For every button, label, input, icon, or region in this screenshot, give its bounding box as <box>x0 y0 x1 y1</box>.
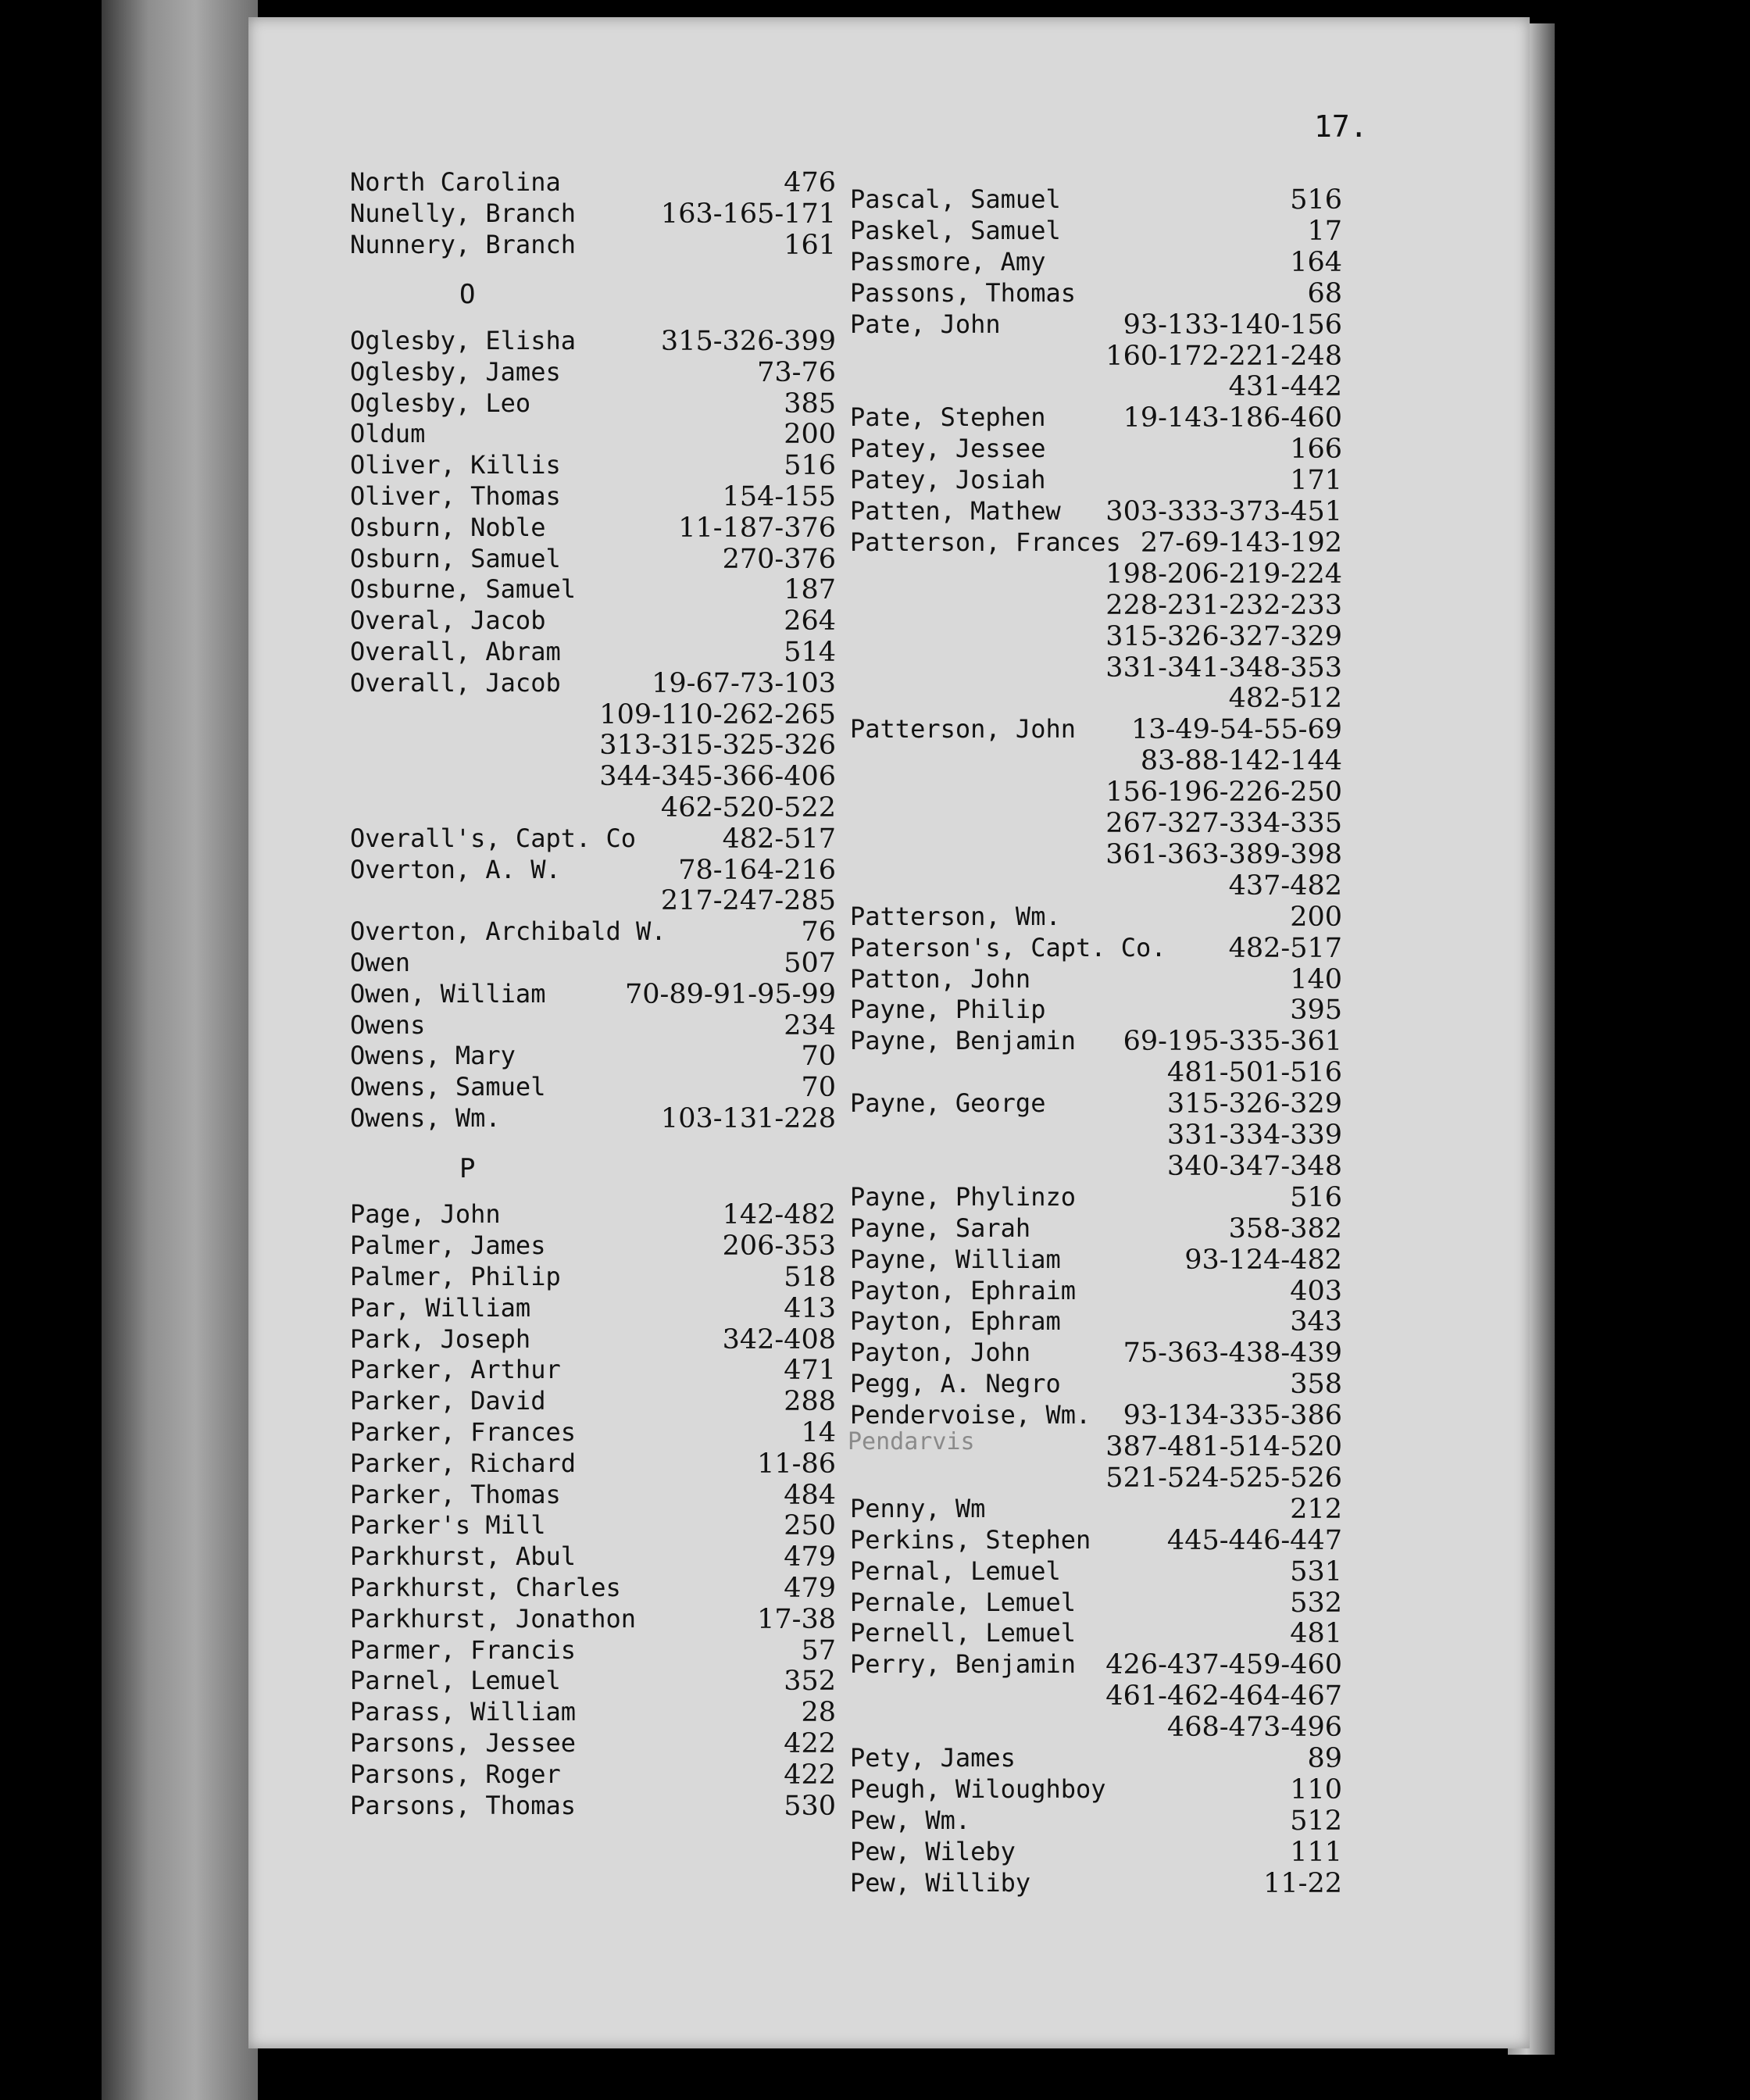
index-entry <box>350 605 836 637</box>
index-entry <box>850 777 1342 808</box>
index-entry <box>850 1618 1342 1649</box>
entry-name: Owen, William <box>350 978 546 1009</box>
index-entry <box>850 1369 1342 1400</box>
entry-name: Paterson's, Capt. Co. <box>850 932 1166 962</box>
entry-name: Palmer, Philip <box>350 1261 561 1291</box>
entry-pages: 288 <box>784 1386 836 1418</box>
entry-name: Oglesby, James <box>350 356 561 387</box>
index-entry <box>850 1712 1342 1743</box>
entry-pages: 28 <box>801 1697 836 1729</box>
handwritten-note: Pendarvis <box>848 1428 975 1455</box>
entry-pages: 142-482 <box>722 1199 836 1231</box>
entry-name: Overton, Archibald W. <box>350 916 666 947</box>
entry-name: Perry, Benjamin <box>850 1649 1076 1680</box>
index-entry <box>850 714 1342 745</box>
entry-pages: 93-134-335-386 <box>1123 1400 1342 1432</box>
entry-name: Owens, Samuel <box>350 1072 546 1102</box>
entry-name: Payton, Ephraim <box>850 1275 1076 1305</box>
index-entry <box>850 1088 1342 1120</box>
entry-name: Owens <box>350 1009 426 1040</box>
index-entry <box>350 1697 836 1728</box>
entry-name: Osburne, Samuel <box>350 574 576 605</box>
entry-pages: 212 <box>1290 1493 1342 1525</box>
page-number: 17. <box>1314 109 1368 144</box>
entry-pages: 462-520-522 <box>660 791 836 823</box>
entry-pages: 75-363-438-439 <box>1123 1338 1342 1370</box>
index-entry <box>350 823 836 855</box>
index-entry <box>850 527 1342 559</box>
entry-name: Overall, Abram <box>350 636 561 666</box>
index-entry <box>350 948 836 979</box>
index-entry <box>850 1462 1342 1494</box>
entry-pages: 482-517 <box>1228 932 1342 964</box>
section-letter: O <box>459 279 476 311</box>
entry-name: Payne, Philip <box>850 995 1046 1025</box>
entry-pages: 166 <box>1290 434 1342 466</box>
entry-name: Pascal, Samuel <box>850 184 1061 214</box>
entry-name: Payne, Benjamin <box>850 1026 1076 1056</box>
entry-pages: 13-49-54-55-69 <box>1131 714 1342 746</box>
index-entry <box>350 450 836 481</box>
entry-pages: 93-124-482 <box>1184 1244 1342 1276</box>
entry-pages: 482-517 <box>722 823 836 855</box>
index-entry <box>350 1635 836 1666</box>
entry-name: Paskel, Samuel <box>850 215 1061 245</box>
index-entry <box>850 1026 1342 1057</box>
entry-pages: 19-67-73-103 <box>652 667 836 699</box>
index-entry <box>350 1728 836 1759</box>
index-entry <box>350 668 836 699</box>
entry-name: Parsons, Roger <box>350 1759 561 1789</box>
entry-name: Parker, David <box>350 1386 546 1416</box>
entry-pages: 507 <box>784 947 836 979</box>
entry-pages: 385 <box>784 388 836 420</box>
entry-name: Oglesby, Leo <box>350 388 531 418</box>
index-entry <box>350 699 836 730</box>
index-entry <box>850 683 1342 714</box>
entry-name: Oliver, Killis <box>350 450 561 480</box>
index-entry <box>850 371 1342 402</box>
entry-pages: 516 <box>1290 1181 1342 1213</box>
entry-name: Patey, Jessee <box>850 434 1046 464</box>
index-entry <box>850 341 1342 372</box>
index-entry <box>850 745 1342 777</box>
entry-name: Passons, Thomas <box>850 277 1076 308</box>
entry-name: Page, John <box>350 1199 501 1230</box>
entry-pages: 516 <box>1290 184 1342 216</box>
entry-pages: 140 <box>1290 963 1342 995</box>
entry-pages: 530 <box>784 1790 836 1822</box>
index-entry <box>850 1306 1342 1338</box>
entry-pages: 445-446-447 <box>1166 1524 1342 1556</box>
entry-name: Owens, Wm. <box>350 1102 501 1133</box>
entry-name: Passmore, Amy <box>850 246 1046 277</box>
entry-pages: 315-326-399 <box>660 325 836 357</box>
index-entry <box>850 559 1342 590</box>
entry-name: Patton, John <box>850 963 1031 994</box>
entry-pages: 471 <box>784 1355 836 1387</box>
entry-name: Parker, Arthur <box>350 1355 561 1385</box>
entry-pages: 19-143-186-460 <box>1123 402 1342 434</box>
entry-pages: 76 <box>801 916 836 948</box>
entry-pages: 110 <box>1290 1773 1342 1805</box>
entry-pages: 83-88-142-144 <box>1140 745 1342 777</box>
entry-name: Oglesby, Elisha <box>350 325 576 355</box>
entry-pages: 160-172-221-248 <box>1105 340 1342 372</box>
index-entry <box>850 309 1342 341</box>
entry-pages: 352 <box>784 1666 836 1698</box>
index-entry <box>350 544 836 575</box>
index-entry <box>850 216 1342 247</box>
entry-name: Parmer, Francis <box>350 1634 576 1665</box>
entry-name: Patterson, Frances <box>850 527 1121 557</box>
entry-name: Pety, James <box>850 1743 1016 1773</box>
index-entry <box>850 1151 1342 1182</box>
index-entry <box>850 1245 1342 1276</box>
entry-pages: 387-481-514-520 <box>1105 1431 1342 1462</box>
index-entry <box>350 1541 836 1573</box>
entry-name: Palmer, James <box>350 1230 546 1261</box>
index-entry <box>850 1774 1342 1805</box>
entry-name: Peugh, Wiloughboy <box>850 1773 1106 1804</box>
index-entry <box>350 792 836 823</box>
entry-name: Parker, Richard <box>350 1448 576 1478</box>
entry-name: Pegg, A. Negro <box>850 1369 1061 1399</box>
entry-name: Park, Joseph <box>350 1323 531 1354</box>
index-entry <box>350 512 836 544</box>
index-entry <box>850 1868 1342 1899</box>
index-entry <box>350 326 836 357</box>
index-entry <box>350 1448 836 1480</box>
entry-name: Penny, Wm <box>850 1493 986 1523</box>
entry-pages: 250 <box>784 1510 836 1542</box>
entry-pages: 68 <box>1307 277 1342 309</box>
index-entry <box>350 1199 836 1230</box>
entry-pages: 206-353 <box>722 1230 836 1262</box>
index-entry <box>850 1680 1342 1712</box>
index-entry <box>350 574 836 605</box>
index-entry <box>850 1213 1342 1245</box>
entry-name: Par, William <box>350 1292 531 1323</box>
entry-pages: 200 <box>1290 901 1342 933</box>
entry-pages: 187 <box>784 574 836 606</box>
index-entry <box>350 885 836 916</box>
entry-pages: 422 <box>784 1759 836 1791</box>
entry-pages: 156-196-226-250 <box>1105 777 1342 809</box>
entry-pages: 344-345-366-406 <box>599 761 836 793</box>
entry-pages: 161 <box>784 229 836 261</box>
entry-pages: 27-69-143-192 <box>1140 527 1342 559</box>
index-entry <box>850 465 1342 496</box>
entry-pages: 426-437-459-460 <box>1105 1649 1342 1681</box>
entry-pages: 484 <box>784 1479 836 1511</box>
index-entry <box>850 434 1342 465</box>
entry-pages: 481-501-516 <box>1166 1057 1342 1089</box>
entry-pages: 342-408 <box>722 1323 836 1355</box>
entry-pages: 403 <box>1290 1275 1342 1307</box>
index-entry <box>350 1604 836 1635</box>
entry-pages: 89 <box>1307 1743 1342 1774</box>
index-entry <box>850 1400 1342 1431</box>
entry-pages: 14 <box>801 1416 836 1448</box>
entry-name: Owens, Mary <box>350 1041 516 1071</box>
entry-name: Payton, John <box>850 1338 1031 1368</box>
entry-pages: 70-89-91-95-99 <box>625 978 836 1010</box>
entry-pages: 482-512 <box>1228 683 1342 715</box>
index-entry <box>350 1355 836 1386</box>
index-entry <box>350 1386 836 1417</box>
entry-pages: 358-382 <box>1228 1212 1342 1245</box>
index-entry <box>350 761 836 792</box>
index-entry <box>350 855 836 886</box>
entry-name: Parkhurst, Abul <box>350 1541 576 1572</box>
entry-name: Pew, Wm. <box>850 1805 971 1835</box>
index-entry <box>350 230 836 261</box>
index-entry <box>850 184 1342 216</box>
entry-name: Parker's Mill <box>350 1510 546 1541</box>
index-entry <box>850 870 1342 902</box>
entry-name: Parnel, Lemuel <box>350 1666 561 1696</box>
entry-name: Pernal, Lemuel <box>850 1555 1061 1586</box>
entry-name: Pew, Wileby <box>850 1836 1016 1866</box>
entry-pages: 461-462-464-467 <box>1105 1680 1342 1712</box>
index-entry <box>850 1182 1342 1213</box>
entry-pages: 69-195-335-361 <box>1123 1026 1342 1058</box>
entry-pages: 103-131-228 <box>660 1102 836 1134</box>
index-entry <box>350 1262 836 1293</box>
entry-pages: 11-187-376 <box>678 512 836 544</box>
entry-name: Osburn, Noble <box>350 512 546 542</box>
entry-name: Oliver, Thomas <box>350 480 561 511</box>
index-entry <box>850 496 1342 527</box>
index-entry <box>350 1010 836 1041</box>
entry-pages: 164 <box>1290 246 1342 278</box>
entry-pages: 481 <box>1290 1618 1342 1650</box>
index-entry <box>850 621 1342 652</box>
entry-pages: 264 <box>784 605 836 638</box>
index-entry <box>350 481 836 512</box>
entry-pages: 163-165-171 <box>660 198 836 230</box>
index-entry <box>850 1057 1342 1088</box>
index-entry <box>350 1759 836 1791</box>
index-entry <box>850 933 1342 964</box>
entry-pages: 476 <box>784 167 836 198</box>
entry-pages: 512 <box>1290 1805 1342 1837</box>
entry-pages: 516 <box>784 450 836 482</box>
entry-name: Pernell, Lemuel <box>850 1618 1076 1648</box>
index-entry <box>350 1324 836 1355</box>
index-entry <box>350 357 836 388</box>
entry-pages: 57 <box>801 1634 836 1666</box>
index-entry <box>350 1666 836 1697</box>
index-entry <box>850 902 1342 933</box>
index-entry <box>850 839 1342 870</box>
index-entry <box>850 1556 1342 1588</box>
entry-pages: 267-327-334-335 <box>1105 808 1342 839</box>
entry-pages: 468-473-496 <box>1166 1712 1342 1744</box>
entry-pages: 413 <box>784 1292 836 1324</box>
index-entry <box>350 419 836 450</box>
entry-name: Parker, Thomas <box>350 1479 561 1509</box>
entry-name: Parass, William <box>350 1697 576 1727</box>
entry-pages: 228-231-232-233 <box>1105 589 1342 621</box>
index-entry <box>350 1041 836 1072</box>
entry-pages: 331-341-348-353 <box>1105 652 1342 684</box>
entry-name: Overall's, Capt. Co <box>350 823 637 853</box>
index-entry <box>350 198 836 230</box>
entry-pages: 343 <box>1290 1306 1342 1338</box>
entry-pages: 109-110-262-265 <box>599 698 836 730</box>
entry-pages: 154-155 <box>722 480 836 512</box>
entry-pages: 78-164-216 <box>678 854 836 886</box>
index-entry <box>850 1494 1342 1525</box>
index-entry <box>850 590 1342 621</box>
entry-name: Patterson, Wm. <box>850 901 1061 931</box>
entry-pages: 395 <box>1290 995 1342 1027</box>
index-entry <box>350 730 836 761</box>
entry-name: Pew, Williby <box>850 1867 1031 1898</box>
index-entry <box>350 388 836 420</box>
index-entry <box>350 979 836 1010</box>
entry-pages: 234 <box>784 1009 836 1041</box>
index-entry <box>350 1417 836 1448</box>
entry-pages: 518 <box>784 1261 836 1293</box>
entry-pages: 17 <box>1307 215 1342 247</box>
entry-pages: 171 <box>1290 465 1342 497</box>
entry-pages: 70 <box>801 1041 836 1073</box>
entry-name: Oldum <box>350 419 426 449</box>
entry-name: Owen <box>350 947 411 977</box>
entry-pages: 315-326-327-329 <box>1105 620 1342 652</box>
entry-name: Payne, William <box>850 1244 1061 1274</box>
entry-name: Patten, Mathew <box>850 496 1061 526</box>
index-entry <box>350 1573 836 1604</box>
entry-name: Patterson, John <box>850 714 1076 745</box>
index-entry <box>350 637 836 668</box>
entry-name: Overall, Jacob <box>350 667 561 698</box>
entry-name: Payton, Ephram <box>850 1306 1061 1337</box>
index-entry <box>850 1805 1342 1837</box>
entry-pages: 361-363-389-398 <box>1105 838 1342 870</box>
entry-pages: 479 <box>784 1572 836 1604</box>
entry-name: Parsons, Thomas <box>350 1790 576 1820</box>
entry-name: Osburn, Samuel <box>350 543 561 573</box>
entry-pages: 217-247-285 <box>660 885 836 917</box>
entry-name: Parkhurst, Charles <box>350 1572 621 1602</box>
entry-name: Nunelly, Branch <box>350 198 576 228</box>
entry-pages: 73-76 <box>757 356 836 388</box>
index-entry <box>850 808 1342 839</box>
entry-pages: 11-86 <box>757 1448 836 1480</box>
entry-name: North Carolina <box>350 167 561 197</box>
entry-pages: 111 <box>1290 1836 1342 1868</box>
index-entry <box>850 1338 1342 1369</box>
index-entry <box>850 402 1342 434</box>
index-entry <box>350 1072 836 1103</box>
index-entry <box>850 1743 1342 1774</box>
entry-pages: 358 <box>1290 1369 1342 1401</box>
entry-name: Parker, Frances <box>350 1416 576 1447</box>
entry-name: Patey, Josiah <box>850 465 1046 495</box>
entry-name: Pate, John <box>850 309 1001 339</box>
entry-pages: 315-326-329 <box>1166 1088 1342 1120</box>
entry-pages: 431-442 <box>1228 371 1342 403</box>
index-entry <box>350 1791 836 1822</box>
entry-pages: 531 <box>1290 1555 1342 1588</box>
book-binding <box>102 0 258 2100</box>
entry-pages: 521-524-525-526 <box>1105 1462 1342 1494</box>
entry-name: Pernale, Lemuel <box>850 1587 1076 1617</box>
entry-pages: 93-133-140-156 <box>1123 309 1342 341</box>
entry-name: Pate, Stephen <box>850 402 1046 433</box>
entry-name: Overton, A. W. <box>350 854 561 884</box>
entry-pages: 303-333-373-451 <box>1105 496 1342 527</box>
entry-name: Parsons, Jessee <box>350 1727 576 1758</box>
section-letter: P <box>459 1152 476 1184</box>
entry-pages: 422 <box>784 1727 836 1759</box>
entry-name: Payne, Phylinzo <box>850 1181 1076 1212</box>
entry-pages: 313-315-325-326 <box>599 730 836 762</box>
entry-name: Parkhurst, Jonathon <box>350 1603 637 1634</box>
index-entry <box>350 1293 836 1324</box>
index-entry <box>350 1510 836 1541</box>
index-entry <box>350 1480 836 1511</box>
entry-pages: 514 <box>784 636 836 668</box>
index-entry <box>350 916 836 948</box>
entry-pages: 270-376 <box>722 543 836 575</box>
index-entry <box>850 1588 1342 1619</box>
entry-pages: 17-38 <box>757 1603 836 1635</box>
index-entry <box>350 167 836 198</box>
index-entry <box>350 1103 836 1134</box>
index-entry <box>350 1230 836 1262</box>
entry-name: Payne, Sarah <box>850 1212 1031 1243</box>
entry-pages: 437-482 <box>1228 870 1342 902</box>
entry-pages: 532 <box>1290 1587 1342 1619</box>
index-entry <box>850 652 1342 684</box>
index-entry <box>850 247 1342 278</box>
entry-name: Pendervoise, Wm. <box>850 1400 1091 1430</box>
index-entry <box>850 1276 1342 1307</box>
entry-pages: 198-206-219-224 <box>1105 558 1342 590</box>
entry-pages: 331-334-339 <box>1166 1120 1342 1151</box>
entry-pages: 11-22 <box>1263 1867 1342 1899</box>
index-entry <box>850 278 1342 309</box>
index-entry <box>850 1837 1342 1868</box>
entry-name: Overal, Jacob <box>350 605 546 636</box>
index-entry <box>850 995 1342 1026</box>
entry-name: Payne, George <box>850 1088 1046 1119</box>
index-entry <box>850 1649 1342 1680</box>
entry-pages: 70 <box>801 1072 836 1104</box>
index-entry <box>850 1525 1342 1556</box>
entry-pages: 340-347-348 <box>1166 1150 1342 1182</box>
entry-name: Nunnery, Branch <box>350 229 576 259</box>
index-entry <box>850 1120 1342 1151</box>
entry-name: Perkins, Stephen <box>850 1524 1091 1555</box>
entry-pages: 200 <box>784 419 836 451</box>
entry-pages: 479 <box>784 1541 836 1573</box>
index-entry <box>850 964 1342 995</box>
